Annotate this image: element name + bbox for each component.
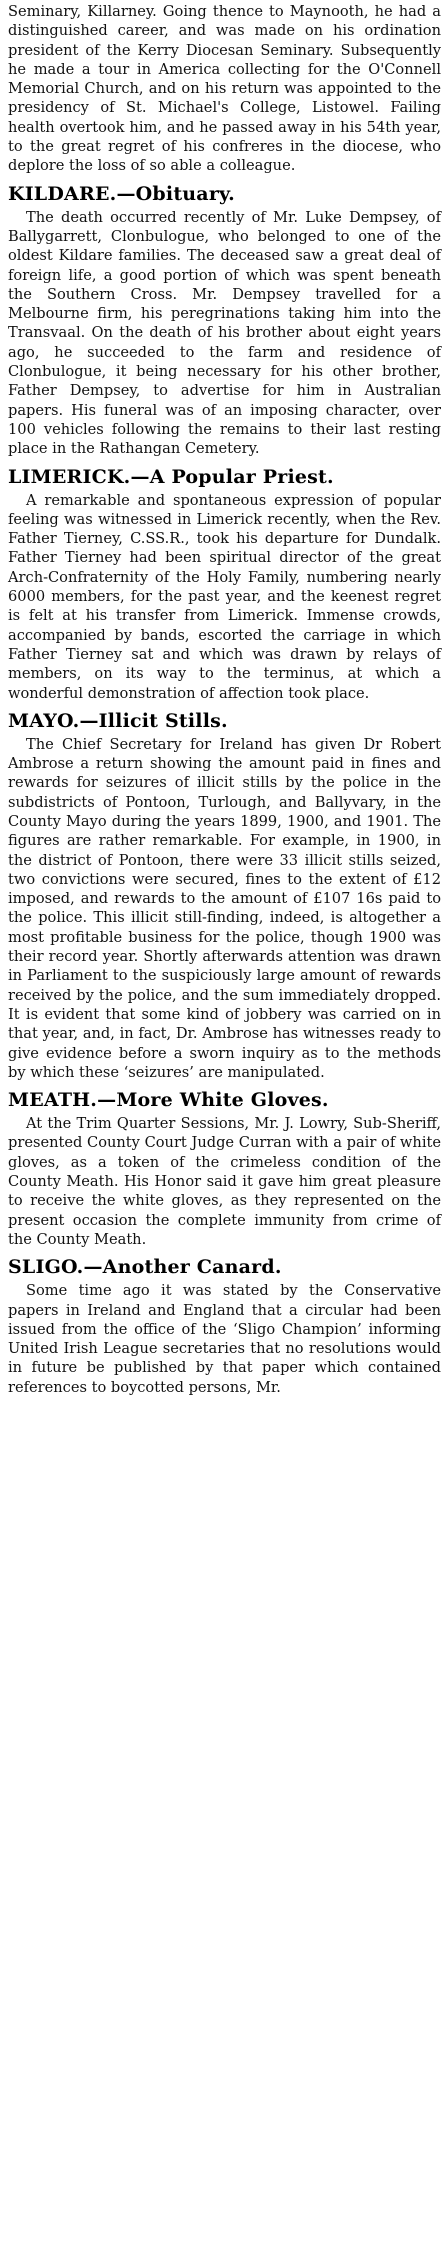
article-body bbox=[8, 491, 441, 703]
intro-paragraph: Seminary, Killarney. Going thence to Maynooth, he had a distinguished career, and was made on his ordination president of the Kerry Diocesan Seminary. Subsequently he made a tour in America collecting for the O'Connell Memorial Church, and on his return was appointed to the presidency of St. Michael's College, Listowel. Failing health overtook him, and he passed away in his 54th year, to the great regret of his confreres in the diocese, who deplore the loss of so able a colleague. bbox=[8, 3, 441, 175]
article-mayo bbox=[8, 709, 441, 1082]
article-paragraph: Some time ago it was stated by the Conservative papers in Ireland and England that a circular had been issued from the office of the ‘Sligo Champion’ informing United Irish League secretaries that no resolutions would in future be published by that paper which contained references to boycotted persons, Mr. bbox=[8, 1282, 441, 1396]
article-heading: MEATH.—More White Gloves. bbox=[8, 1089, 329, 1112]
article-heading: MAYO.—Illicit Stills. bbox=[8, 709, 228, 732]
article-body bbox=[8, 1114, 441, 1249]
article-heading: LIMERICK.—A Popular Priest. bbox=[8, 465, 334, 488]
article-limerick bbox=[8, 465, 441, 703]
intro-fragment bbox=[8, 2, 441, 176]
article-meath bbox=[8, 1088, 441, 1249]
article-paragraph: The death occurred recently of Mr. Luke Dempsey, of Ballygarrett, Clonbulogue, who belonged to one of the oldest Kildare families. The deceased saw a great deal of foreign life, a good portion of which was spent beneath the Southern Cross. Mr. Dempsey travelled for a Melbourne firm, his peregrinations taking him into the Transvaal. On the death of his brother about eight years ago, he succeeded to the farm and residence of Clonbulogue, it being necessary for his other brother, Father Dempsey, to advertise for him in Australian papers. His funeral was of an imposing character, over 100 vehicles following the remains to their last resting place in the Rathangan Cemetery. bbox=[8, 208, 441, 458]
article-heading: KILDARE.—Obituary. bbox=[8, 182, 235, 205]
article-body bbox=[8, 1281, 441, 1397]
article-sligo bbox=[8, 1255, 441, 1397]
article-paragraph: The Chief Secretary for Ireland has given Dr Robert Ambrose a return showing the amount paid in fines and rewards for seizures of illicit stills by the police in the subdistricts of Pontoon, Turlough, and Ballyvary, in the County Mayo during the years 1899, 1900, and 1901. The figures are rather remarkable. For example, in 1900, in the district of Pontoon, there were 33 illicit stills seized, two convictions were secured, fines to the extent of £12 imposed, and rewards to the amount of £107 16s paid to the police. This illicit still-finding, indeed, is altogether a most profitable business for the police, though 1900 was their record year. Shortly afterwards attention was drawn in Parliament to the suspiciously large amount of rewards received by the police, and the sum immediately dropped. It is evident that some kind of jobbery was carried on in that year, and, in fact, Dr. Ambrose has witnesses ready to give evidence before a sworn inquiry as to the methods by which these ‘seizures’ are manipulated. bbox=[8, 735, 441, 1081]
article-heading: SLIGO.—Another Canard. bbox=[8, 1256, 282, 1279]
article-paragraph: At the Trim Quarter Sessions, Mr. J. Lowry, Sub-Sheriff, presented County Court Judge Curran with a pair of white gloves, as a token of the crimeless condition of the County Meath. His Honor said it gave him great pleasure to receive the white gloves, as they represented on the present occasion the complete immunity from crime of the County Meath. bbox=[8, 1115, 441, 1248]
article-paragraph: A remarkable and spontaneous expression of popular feeling was witnessed in Limerick recently, when the Rev. Father Tierney, C.SS.R., took his departure for Dundalk. Father Tierney had been spiritual director of the great Arch-Confraternity of the Holy Family, numbering nearly 6000 members, for the past year, and the keenest regret is felt at his transfer from Limerick. Immense crowds, accompanied by bands, escorted the carriage in which Father Tierney sat and which was drawn by relays of members, on its way to the terminus, at which a wonderful demonstration of affection took place. bbox=[8, 491, 441, 702]
article-body bbox=[8, 735, 441, 1082]
article-kildare bbox=[8, 182, 441, 459]
article-body bbox=[8, 208, 441, 459]
